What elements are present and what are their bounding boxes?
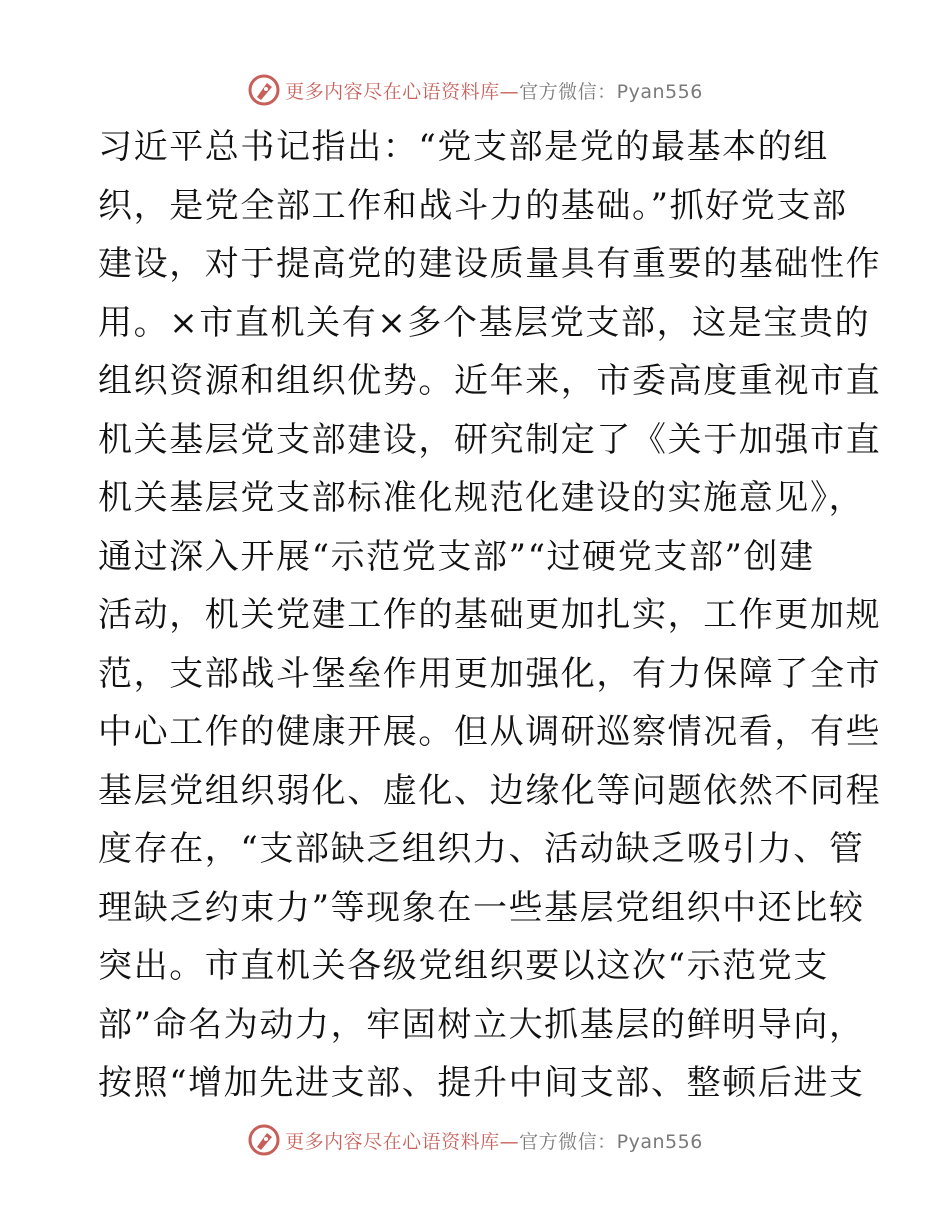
text-line: 理缺乏约束力”等现象在一些基层党组织中还比较 bbox=[98, 887, 865, 928]
watermark-text: 更多内容尽在心语资料库—官方微信：Pyan556 bbox=[285, 80, 703, 103]
watermark-text: 更多内容尽在心语资料库—官方微信：Pyan556 bbox=[285, 1130, 703, 1153]
text-line: 中心工作的健康开展。但从调研巡察情况看，有些 bbox=[98, 712, 882, 752]
text-line: 部”命名为动力，牢固树立大抓基层的鲜明导向， bbox=[98, 1004, 865, 1045]
footer-watermark bbox=[0, 1120, 950, 1160]
text-line: 组织资源和组织优势。近年来，市委高度重视市直 bbox=[98, 361, 882, 401]
pen-nib-logo-icon bbox=[247, 1123, 281, 1157]
text-line: 活动，机关党建工作的基础更加扎实，工作更加规 bbox=[98, 595, 882, 635]
text-line: 机关基层党支部建设，研究制定了《关于加强市直 bbox=[98, 419, 882, 460]
text-line: 突出。市直机关各级党组织要以这次“示范党支 bbox=[98, 946, 829, 986]
text-line: 按照“增加先进支部、提升中间支部、整顿后进支 bbox=[98, 1063, 865, 1103]
text-line: 用。×市直机关有×多个基层党支部，这是宝贵的 bbox=[98, 302, 871, 343]
text-line: 机关基层党支部标准化规范化建设的实施意见》， bbox=[98, 478, 865, 518]
text-line: 织，是党全部工作和战斗力的基础。”抓好党支部 bbox=[98, 185, 848, 226]
text-line: 建设，对于提高党的建设质量具有重要的基础性作 bbox=[98, 244, 882, 284]
header-watermark bbox=[0, 70, 950, 110]
text-line: 习近平总书记指出：“党支部是党的最基本的组 bbox=[98, 127, 829, 167]
text-line: 范，支部战斗堡垒作用更加强化，有力保障了全市 bbox=[98, 653, 882, 694]
text-line: 基层党组织弱化、虚化、边缘化等问题依然不同程 bbox=[98, 770, 882, 811]
document-body bbox=[98, 118, 882, 1113]
text-line: 通过深入开展“示范党支部”“过硬党支部”创建 bbox=[98, 536, 815, 577]
text-line: 度存在，“支部缺乏组织力、活动缺乏吸引力、管 bbox=[98, 829, 865, 869]
pen-nib-logo-icon bbox=[247, 73, 281, 107]
